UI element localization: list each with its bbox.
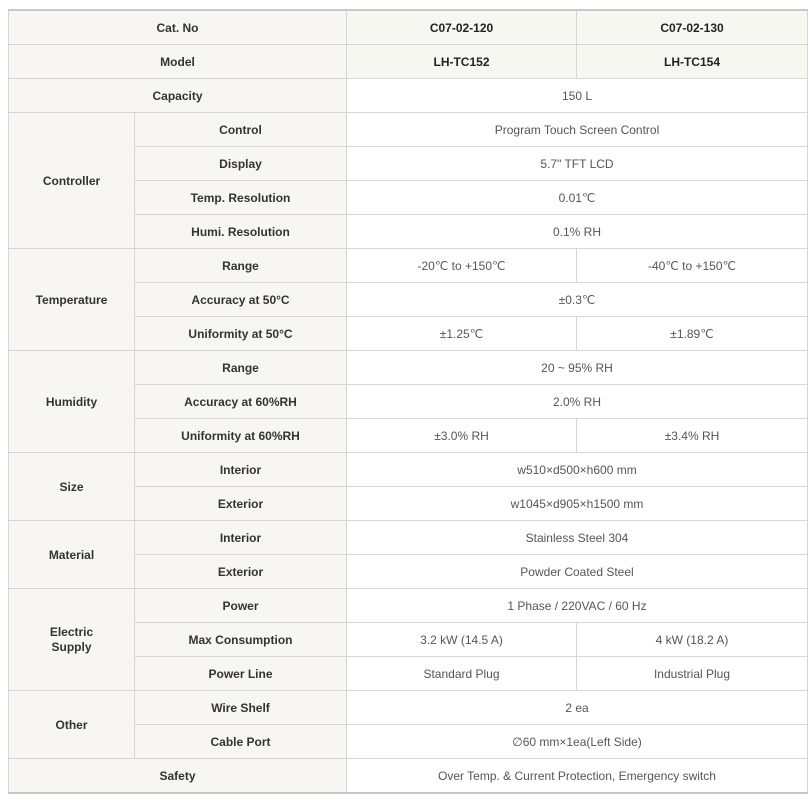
power-label: Power bbox=[135, 589, 347, 623]
wire-shelf-label: Wire Shelf bbox=[135, 691, 347, 725]
material-exterior-label: Exterior bbox=[135, 555, 347, 589]
table-row-model bbox=[9, 45, 808, 79]
material-exterior-value: Powder Coated Steel bbox=[347, 555, 808, 589]
power-value: 1 Phase / 220VAC / 60 Hz bbox=[347, 589, 808, 623]
max-consumption-label: Max Consumption bbox=[135, 623, 347, 657]
size-interior-value: w510×d500×h600 mm bbox=[347, 453, 808, 487]
table-row-safety bbox=[9, 759, 808, 794]
table-row-control bbox=[9, 113, 808, 147]
safety-label: Safety bbox=[9, 759, 347, 794]
power-line-b: Industrial Plug bbox=[577, 657, 808, 691]
model-a: LH-TC152 bbox=[347, 45, 577, 79]
max-consumption-b: 4 kW (18.2 A) bbox=[577, 623, 808, 657]
safety-value: Over Temp. & Current Protection, Emergency switch bbox=[347, 759, 808, 794]
humi-range-value: 20 ~ 95% RH bbox=[347, 351, 808, 385]
temp-uniformity-label: Uniformity at 50°C bbox=[135, 317, 347, 351]
temp-resolution-label: Temp. Resolution bbox=[135, 181, 347, 215]
table-row-temp-range bbox=[9, 249, 808, 283]
temp-range-label: Range bbox=[135, 249, 347, 283]
humi-uniformity-label: Uniformity at 60%RH bbox=[135, 419, 347, 453]
display-label: Display bbox=[135, 147, 347, 181]
table-row-humi-range bbox=[9, 351, 808, 385]
table-row-material-interior bbox=[9, 521, 808, 555]
material-interior-value: Stainless Steel 304 bbox=[347, 521, 808, 555]
size-exterior-value: w1045×d905×h1500 mm bbox=[347, 487, 808, 521]
temp-accuracy-label: Accuracy at 50°C bbox=[135, 283, 347, 317]
cable-port-value: ∅60 mm×1ea(Left Side) bbox=[347, 725, 808, 759]
cat-no-b: C07-02-130 bbox=[577, 10, 808, 45]
cable-port-label: Cable Port bbox=[135, 725, 347, 759]
power-line-a: Standard Plug bbox=[347, 657, 577, 691]
size-interior-label: Interior bbox=[135, 453, 347, 487]
material-interior-label: Interior bbox=[135, 521, 347, 555]
humi-range-label: Range bbox=[135, 351, 347, 385]
humi-uniformity-b: ±3.4% RH bbox=[577, 419, 808, 453]
model-b: LH-TC154 bbox=[577, 45, 808, 79]
temp-range-a: -20℃ to +150℃ bbox=[347, 249, 577, 283]
control-value: Program Touch Screen Control bbox=[347, 113, 808, 147]
humidity-group-label: Humidity bbox=[9, 351, 135, 453]
size-group-label: Size bbox=[9, 453, 135, 521]
table-row-size-interior bbox=[9, 453, 808, 487]
electric-supply-line2: Supply bbox=[51, 639, 92, 654]
temp-uniformity-a: ±1.25℃ bbox=[347, 317, 577, 351]
material-group-label: Material bbox=[9, 521, 135, 589]
wire-shelf-value: 2 ea bbox=[347, 691, 808, 725]
capacity-label: Capacity bbox=[9, 79, 347, 113]
table-row-wire-shelf bbox=[9, 691, 808, 725]
temp-range-b: -40℃ to +150℃ bbox=[577, 249, 808, 283]
cat-no-a: C07-02-120 bbox=[347, 10, 577, 45]
other-group-label: Other bbox=[9, 691, 135, 759]
humi-accuracy-value: 2.0% RH bbox=[347, 385, 808, 419]
capacity-value: 150 L bbox=[347, 79, 808, 113]
humi-uniformity-a: ±3.0% RH bbox=[347, 419, 577, 453]
humi-resolution-value: 0.1% RH bbox=[347, 215, 808, 249]
spec-table bbox=[8, 9, 808, 794]
temp-resolution-value: 0.01℃ bbox=[347, 181, 808, 215]
electric-supply-group-label bbox=[9, 589, 135, 691]
temp-accuracy-value: ±0.3℃ bbox=[347, 283, 808, 317]
electric-supply-line1: Electric bbox=[49, 624, 94, 639]
control-label: Control bbox=[135, 113, 347, 147]
humi-resolution-label: Humi. Resolution bbox=[135, 215, 347, 249]
temp-uniformity-b: ±1.89℃ bbox=[577, 317, 808, 351]
power-line-label: Power Line bbox=[135, 657, 347, 691]
table-row-cat-no bbox=[9, 10, 808, 45]
humi-accuracy-label: Accuracy at 60%RH bbox=[135, 385, 347, 419]
size-exterior-label: Exterior bbox=[135, 487, 347, 521]
controller-group-label: Controller bbox=[9, 113, 135, 249]
cat-no-label: Cat. No bbox=[9, 10, 347, 45]
model-label: Model bbox=[9, 45, 347, 79]
table-row-power bbox=[9, 589, 808, 623]
display-value: 5.7" TFT LCD bbox=[347, 147, 808, 181]
table-row-capacity bbox=[9, 79, 808, 113]
temperature-group-label: Temperature bbox=[9, 249, 135, 351]
max-consumption-a: 3.2 kW (14.5 A) bbox=[347, 623, 577, 657]
